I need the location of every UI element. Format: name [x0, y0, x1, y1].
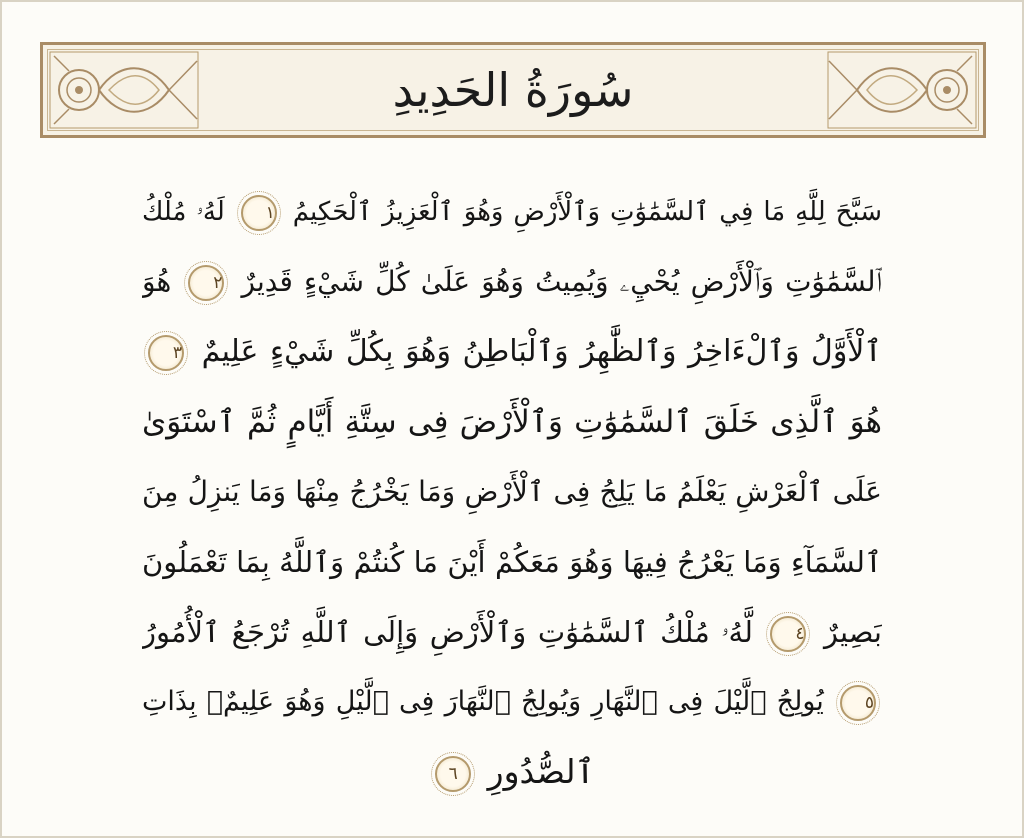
line-text: ٱلسَّمَٰوَٰتِ وَٱلْأَرْضِ يُحْيِۦ وَيُمِيتُ وَهُوَ عَلَىٰ كُلِّ شَيْءٍ قَدِيرٌ [241, 265, 882, 298]
line-text: لَّهُۥ مُلْكُ ٱلسَّمَٰوَٰتِ وَٱلْأَرْضِ وَإِلَى ٱللَّهِ تُرْجَعُ ٱلْأُمُورُ [142, 615, 753, 649]
text-line [142, 527, 882, 597]
ayah-number-marker: ١ [241, 195, 277, 231]
ayah-number-marker: ٢ [188, 265, 224, 301]
line-text: بَصِيرٌ [824, 615, 882, 649]
text-line [142, 737, 882, 807]
text-line [142, 177, 882, 247]
quran-text [142, 177, 882, 807]
text-line [142, 667, 882, 737]
ayah-number-marker: ٥ [840, 685, 876, 721]
line-text: ٱلسَّمَآءِ وَمَا يَعْرُجُ فِيهَا وَهُوَ مَعَكُمْ أَيْنَ مَا كُنتُمْ وَٱللَّهُ بِمَا تَعْمَلُونَ [142, 545, 882, 579]
line-text: سَبَّحَ لِلَّهِ مَا فِي ٱلسَّمَٰوَٰتِ وَٱلْأَرْضِ وَهُوَ ٱلْعَزِيزُ ٱلْحَكِيمُ [292, 197, 882, 227]
line-text: هُوَ [142, 265, 172, 298]
surah-title: سُورَةُ الحَدِيدِ [392, 63, 634, 117]
text-line [142, 457, 882, 527]
line-text: عَلَى ٱلْعَرْشِ يَعْلَمُ مَا يَلِجُ فِى ٱلْأَرْضِ وَمَا يَخْرُجُ مِنْهَا وَمَا يَنزِلُ مِنَ [142, 475, 882, 508]
ayah-number-marker: ٦ [435, 756, 471, 792]
line-text: ٱلصُّدُورِ [487, 752, 595, 791]
ornament-right-icon [827, 51, 977, 129]
ayah-number-marker: ٤ [770, 616, 806, 652]
line-text: لَهُۥ مُلْكُ [142, 197, 225, 227]
text-line [142, 317, 882, 387]
surah-header-frame [40, 42, 986, 138]
line-text: يُولِجُ ٱلَّيْلَ فِى ٱلنَّهَارِ وَيُولِجُ ٱلنَّهَارَ فِى ٱلَّيْلِ وَهُوَ عَلِيمٌۢ بِذَاتِ [142, 686, 824, 717]
text-line [142, 387, 882, 457]
ayah-number-marker: ٣ [148, 335, 184, 371]
ornament-left-icon [49, 51, 199, 129]
text-line [142, 597, 882, 667]
line-text: هُوَ ٱلَّذِى خَلَقَ ٱلسَّمَٰوَٰتِ وَٱلْأَرْضَ فِى سِتَّةِ أَيَّامٍ ثُمَّ ٱسْتَوَىٰ [142, 404, 882, 440]
text-line [142, 247, 882, 317]
line-text: ٱلْأَوَّلُ وَٱلْءَاخِرُ وَٱلظَّٰهِرُ وَٱلْبَاطِنُ وَهُوَ بِكُلِّ شَيْءٍ عَلِيمٌ [201, 334, 882, 369]
